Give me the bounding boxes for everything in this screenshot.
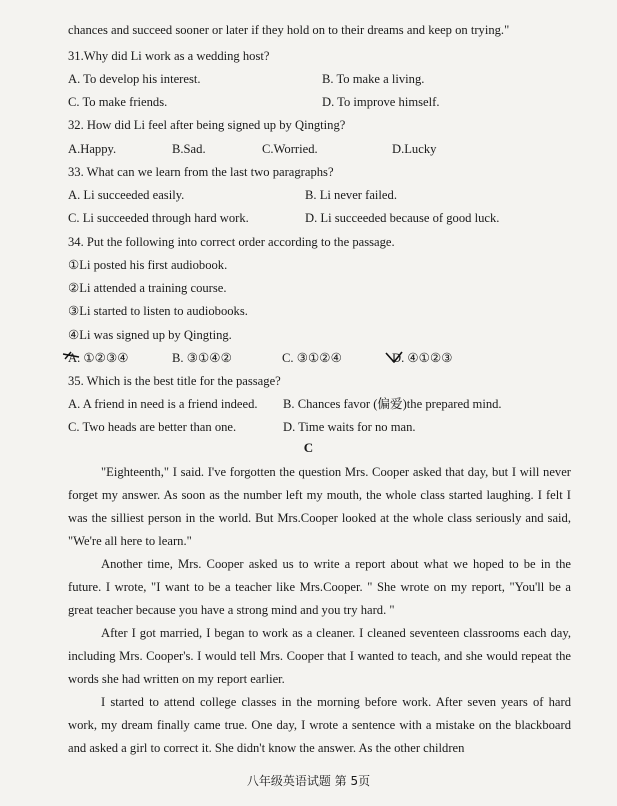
q32-option-c: C.Worried.: [262, 142, 318, 156]
question-32: 32. How did Li feel after being signed up by Qingting?: [68, 118, 346, 132]
q34-item-1: ①Li posted his first audiobook.: [68, 258, 228, 272]
passage-b-end-line: chances and succeed sooner or later if they hold on to their dreams and keep on trying.": [68, 23, 510, 37]
q34-option-c: C. ③①②④: [282, 351, 342, 365]
section-heading: C: [303, 440, 314, 455]
page-footer: 八年级英语试题 第 5页: [246, 774, 371, 788]
question-35: 35. Which is the best title for the passage?: [68, 374, 281, 388]
q31-option-a: A. To develop his interest.: [68, 72, 201, 86]
q32-option-d: D.Lucky: [392, 142, 437, 156]
passage-paragraph: After I got married, I began to work as a cleaner. I cleaned seventeen classrooms each day, including Mrs. Cooper's. I would tell Mrs. Cooper that I wanted to teach, and she would repeat the words she had written on my report earlier.: [68, 626, 571, 686]
q32-option-b: B.Sad.: [172, 142, 206, 156]
q31-option-d: D. To improve himself.: [322, 95, 440, 109]
q33-option-d: D. Li succeeded because of good luck.: [305, 211, 500, 225]
q35-option-a: A. A friend in need is a friend indeed.: [68, 397, 258, 411]
q34-item-4: ④Li was signed up by Qingting.: [68, 328, 232, 342]
q35-option-c: C. Two heads are better than one.: [68, 420, 237, 434]
passage-paragraph: I started to attend college classes in the morning before work. After seven years of hard work, my dream finally came true. One day, I wrote a sentence with a mistake on the blackboard and asked a girl to correct it. She didn't know the answer. As the other children: [68, 695, 571, 755]
question-31: 31.Why did Li work as a wedding host?: [68, 49, 270, 63]
q34-option-b: B. ③①④②: [172, 351, 232, 365]
q35-option-b: B. Chances favor (偏爱)the prepared mind.: [283, 397, 502, 411]
q34-option-a: A. ①②③④: [68, 351, 129, 365]
question-34: 34. Put the following into correct order according to the passage.: [68, 235, 395, 249]
question-33: 33. What can we learn from the last two paragraphs?: [68, 165, 334, 179]
passage-paragraph: "Eighteenth," I said. I've forgotten the question Mrs. Cooper asked that day, but I will never forget my answer. As soon as the number left my mouth, the whole class started laughing. I felt I was the silliest person in the world. But Mrs.Cooper looked at the whole class seriously and said, "We're all here to learn.": [68, 465, 571, 548]
q35-option-d: D. Time waits for no man.: [283, 420, 416, 434]
q31-option-c: C. To make friends.: [68, 95, 168, 109]
q31-option-b: B. To make a living.: [322, 72, 425, 86]
passage-paragraph: Another time, Mrs. Cooper asked us to write a report about what we hoped to be in the future. I wrote, "I want to be a teacher like Mrs.Cooper. " She wrote on my report, "You'll be a great teacher because you have a strong mind and you try hard. ": [68, 557, 571, 617]
q34-item-2: ②Li attended a training course.: [68, 281, 227, 295]
q34-option-d: D. ④①②③: [392, 351, 453, 365]
q33-option-c: C. Li succeeded through hard work.: [68, 211, 249, 225]
q33-option-a: A. Li succeeded easily.: [68, 188, 185, 202]
q33-option-b: B. Li never failed.: [305, 188, 397, 202]
q32-option-a: A.Happy.: [68, 142, 117, 156]
q34-item-3: ③Li started to listen to audiobooks.: [68, 304, 248, 318]
